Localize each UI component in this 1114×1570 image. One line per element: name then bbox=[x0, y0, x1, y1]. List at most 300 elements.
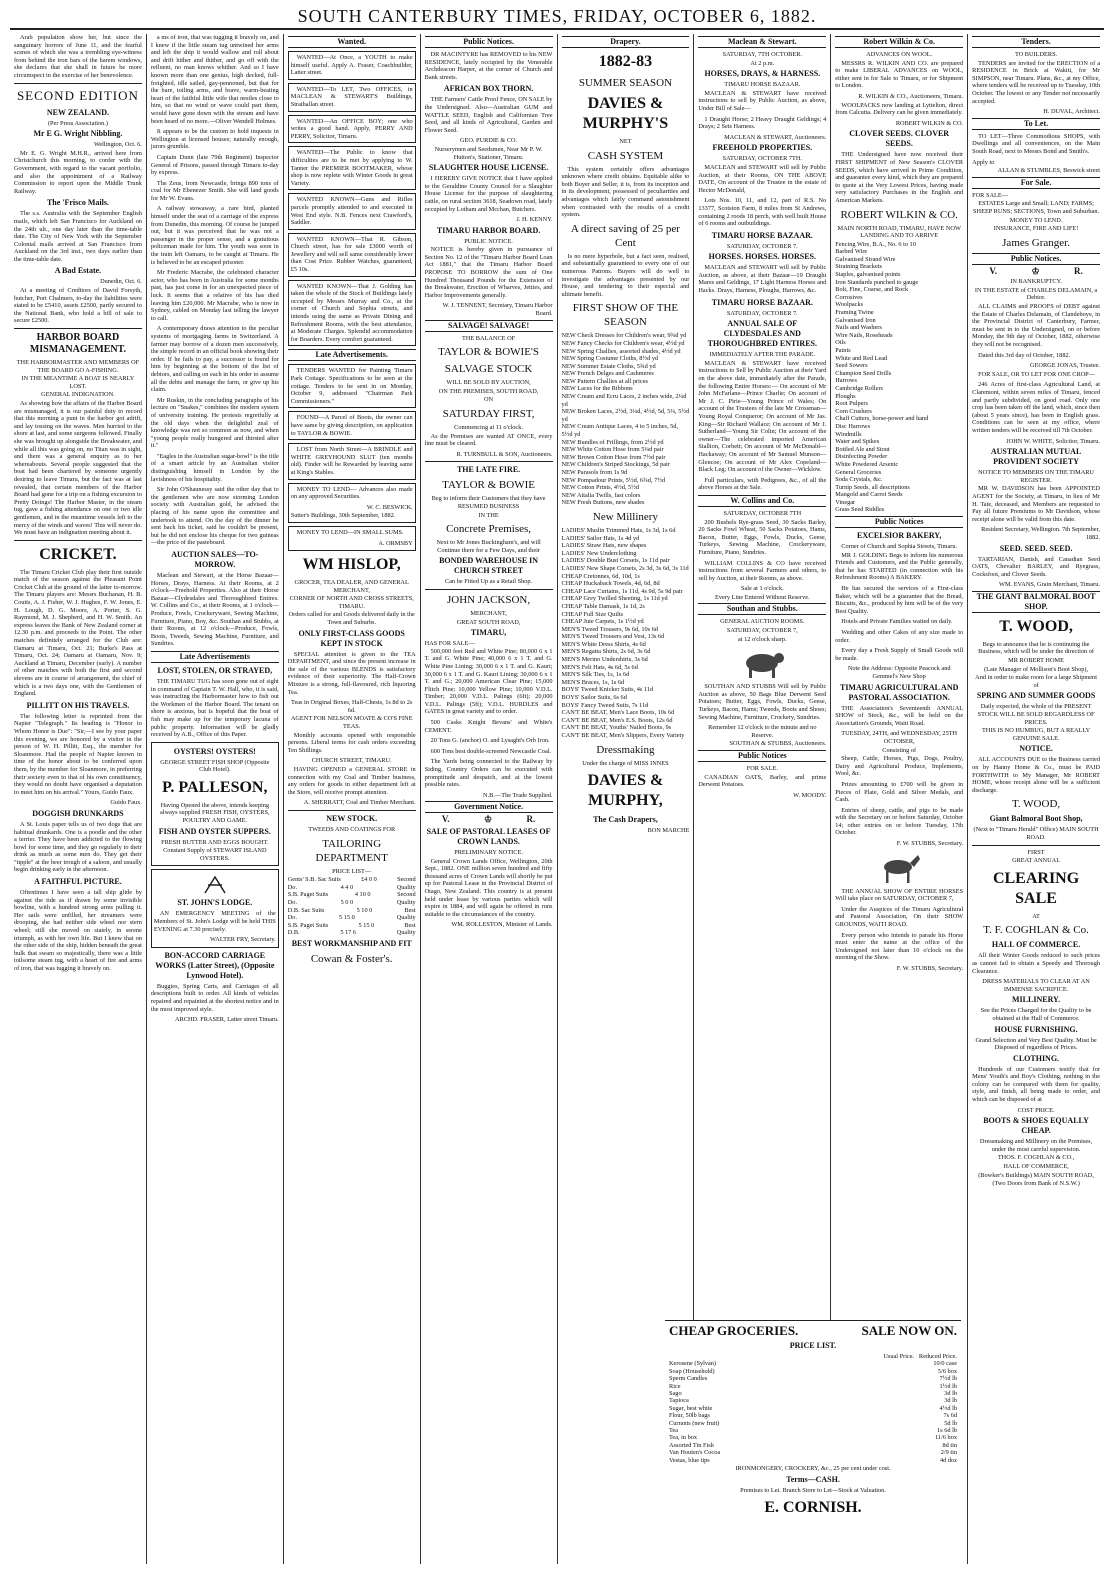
list-item: Grass Seed Riddles bbox=[835, 506, 885, 514]
news-item-body: At a meeting of Creditors of David Forsyth, butcher, Port Chalmers, to-day the liabilities were stated to be £5410, assets £2500, partly secured to the National Bank, who hold a bill of sale to secure £2500. bbox=[14, 287, 142, 325]
ad-line: SATURDAY, OCTOBER 7, bbox=[726, 627, 798, 635]
list-item: Turnip Seeds, all descriptions bbox=[835, 483, 910, 491]
ad-body: He has secured the services of a First-class Baker, which will be a guarantee that the Bread, Biscuits, &c., produced by him will be of the very Best Quality. bbox=[835, 585, 964, 615]
section-header: Robert Wilkin & Co. bbox=[835, 36, 963, 48]
signature: A. SHERRATT, Coal and Timber Merchant. bbox=[303, 799, 416, 807]
list-item: NEW Spring Challies, assorted shades, 4½d yd bbox=[561, 347, 681, 355]
table-cell: Sugar, best white bbox=[669, 1404, 713, 1412]
signature: F. W. STUBBS, Secretary. bbox=[896, 840, 964, 848]
ad-line: MAIN NORTH ROAD, TIMARU, HAVE NOW LANDING AND TO ARRIVE bbox=[837, 224, 961, 240]
ad-line: IMMEDIATELY AFTER THE PARADE. bbox=[709, 351, 816, 359]
table-row bbox=[669, 1375, 957, 1382]
table-cell: Sperm Candles bbox=[669, 1375, 708, 1383]
ad-line: WILL BE SOLD BY AUCTION, bbox=[446, 379, 531, 387]
press-assoc: (Per Press Association.) bbox=[47, 119, 108, 127]
ad-line: TO BUILDERS. bbox=[1014, 51, 1058, 58]
country-heading: NEW ZEALAND. bbox=[46, 107, 109, 117]
ad-name: TAILORING DEPARTMENT bbox=[315, 837, 388, 864]
ad-line: A direct saving of 25 per Cent bbox=[570, 222, 680, 249]
signature: A. ORMSBY bbox=[378, 539, 413, 547]
table-cell: Assorted Tin Fish bbox=[669, 1441, 714, 1449]
paragraph: Mr Ruskin, in the concluding paragraphs of his lecture on "Snakes," combines the modern system of university training. He protests regretfully at the old days when the delightful zeal of knowledge was not so common as now, and when "young people really hungered and thirsted after it." bbox=[150, 396, 279, 450]
list-item: MEN'S Tweed Trousers and Vest, 13s 6d bbox=[561, 633, 665, 641]
ad-heading: TIMARU AGRICULTURAL AND PASTORAL ASSOCIATION. bbox=[839, 682, 959, 702]
banner-title-right: SALE NOW ON. bbox=[861, 1323, 957, 1338]
table-cell: S.B. Paget Suits bbox=[287, 921, 329, 929]
table-cell: Quality bbox=[396, 898, 416, 906]
section-header: Public Notices bbox=[698, 750, 826, 762]
ad-line: The Cash Drapers, bbox=[593, 815, 658, 825]
ad-body: ALL ACCOUNTS DUE to the Business carried on by Hanny Home & Co., must be PAID FORTHWITH to My Manager, Mr ROBERT HOME, whose receipt alone will be a sufficient discharge. bbox=[972, 756, 1100, 794]
ad-body: Every person who intends to parade his Horse must enter the name at the office of the Undersigned not later than 10 o'clock on the morning of the Show. bbox=[835, 931, 964, 962]
found-ad: FOUND—A Parcel of Boots, the owner can have same by giving description, on application to TAYLOR & BOWIE. bbox=[288, 411, 416, 440]
list-item: Nails and Washers bbox=[835, 324, 882, 332]
column-8 bbox=[968, 34, 1104, 1564]
news-item-heading: Mr E G. Wright Nibbling. bbox=[33, 129, 123, 139]
table-cell: 4 4 0 bbox=[340, 883, 354, 891]
horse-illustration-icon bbox=[874, 851, 924, 885]
table-row bbox=[669, 1420, 957, 1427]
suit-price-list bbox=[288, 876, 416, 937]
ad-line: CASH SYSTEM bbox=[587, 149, 664, 162]
divider bbox=[425, 589, 553, 590]
section-header: THE GIANT BALMORAL BOOT SHOP. bbox=[972, 591, 1100, 613]
ad-heading: LOST, STOLEN, OR STRAYED, bbox=[157, 665, 273, 675]
list-item: Corrosives bbox=[835, 293, 863, 301]
ad-line: BONDED WAREHOUSE IN CHURCH STREET bbox=[439, 556, 539, 576]
article-heading: PILLITT ON HIS TRAVELS. bbox=[26, 700, 130, 710]
table-cell: 4½d lb bbox=[939, 1404, 957, 1412]
list-item: Iron Standards punched to gauge bbox=[835, 278, 919, 286]
ad-line: SATURDAY, 7TH OCTOBER. bbox=[722, 51, 802, 58]
table-cell: 10/0 case bbox=[933, 1360, 957, 1368]
table-cell: Best bbox=[404, 921, 416, 929]
list-item: NEW Laces for the Ribbons bbox=[561, 385, 633, 393]
list-item: Fencing Wire, B.A., No. 6 to 10 bbox=[835, 240, 916, 248]
list-item: Champion Seed Drills bbox=[835, 369, 892, 377]
list-item: NEW Cream Antique Laces, 4 to 5 inches, 5d, 5½d yd bbox=[561, 423, 679, 439]
ad-line: MERCHANT, bbox=[470, 609, 507, 617]
ad-line: FIRST bbox=[1027, 848, 1045, 856]
list-item: NEW Summer Estate Cloths, 5¾d yd bbox=[561, 362, 656, 370]
ad-line: Nurserymen and Seedsmen, Near Mr P. W. Hutton's, Stationer, Timaru. bbox=[434, 145, 543, 161]
ad-heading: BON-ACCORD CARRIAGE WORKS (Latter Street), (Opposite Lynwood Hotel). bbox=[155, 950, 275, 980]
table-cell: 5/6 box bbox=[937, 1367, 957, 1375]
list-item: NEW Children's Striped Stockings, 5d pair bbox=[561, 461, 670, 469]
divider bbox=[288, 810, 416, 811]
list-item: LADIES' Double Bust Corsets, 1s 11d pair bbox=[561, 557, 670, 565]
ad-body: MESSRS R. WILKIN AND CO. are prepared to make LIBERAL ADVANCES on WOOL, either sent in for Sale to Timaru, or for Shipment to London. bbox=[835, 59, 964, 90]
ad-name: CLEARING SALE bbox=[992, 869, 1080, 907]
ad-heading: HORSES, DRAYS, & HARNESS. bbox=[704, 69, 821, 79]
table-cell: Flour, 50lb bags bbox=[669, 1412, 710, 1420]
ad-line: N.B.—The Trade Supplied. bbox=[483, 791, 553, 799]
ad-line: NET bbox=[619, 138, 632, 145]
list-item: CHEAP Huckaback Towels, 4d, 6d, 8d bbox=[561, 580, 660, 588]
ad-body: THE Association's Seventeenth ANNUAL SHOW of Stock, &c., will be held on the Association's Grounds, Waiti Road. bbox=[835, 704, 964, 727]
ad-heading: EXCELSIOR BAKERY, bbox=[857, 531, 942, 541]
section-header: Public Notices bbox=[835, 516, 963, 528]
ad-line: Commencing at 11 o'clock. bbox=[454, 424, 523, 431]
section-header: Public Notices. bbox=[425, 36, 553, 48]
ad-line: Next to Mr Jones Buckingham's, and will Continue there for a Few Days, and their bbox=[436, 539, 541, 554]
ad-line: Every Line Entered Without Reserve. bbox=[715, 593, 810, 601]
ad-body: WILLIAM COLLINS & CO have received instructions from several Farmers and others, to sell by Auction, at their Rooms, as above. bbox=[698, 559, 827, 582]
price-list-heading: PRICE LIST. bbox=[789, 1341, 837, 1350]
ad-line: GROCER, TEA DEALER, AND GENERAL MERCHANT, bbox=[294, 579, 409, 594]
money-ad bbox=[288, 526, 416, 551]
table-cell: 4 10 0 bbox=[354, 891, 371, 899]
list-item: Water and Spikes bbox=[835, 438, 880, 446]
ad-line: See the Prices Charged for the Quality to be obtained at the Hall of Commerce. bbox=[980, 1007, 1092, 1022]
section-header: Maclean & Stewart. bbox=[698, 36, 826, 48]
column-3 bbox=[284, 34, 421, 1564]
list-item: MEN'S Braces, 1s, 1s 6d bbox=[561, 678, 625, 686]
ladies-items-list bbox=[562, 527, 690, 573]
ad-line: ON bbox=[484, 396, 494, 404]
ad-body: Monthly accounts opened with responsible persons. Liberal terms for cash orders exceeding Ten Shillings. bbox=[287, 731, 416, 754]
dateline: Dunedin, Oct. 6. bbox=[100, 278, 142, 286]
table-cell: Kerosene (Sylvan) bbox=[669, 1360, 717, 1368]
ad-line: BOOTS & SHOES EQUALLY CHEAP. bbox=[983, 1116, 1089, 1136]
divider bbox=[425, 461, 553, 462]
table-row bbox=[669, 1360, 957, 1367]
ad-line: GEORGE STREET FISH SHOP (Opposite Club Hotel). bbox=[160, 758, 270, 774]
table-cell: 5 15 0 bbox=[358, 921, 375, 929]
ad-body: SOUTHAN AND STUBBS Will sell by Public Auction as above, 50 Bags Blue Derwent Seed Potatoes; Butter, Eggs, Fowls, Ducks, Geese, Turkeys, Bacon, Hams; Tweeds, Boots and Shoes; Sewing Machine, Furniture, Crockery, Sundries. bbox=[698, 683, 827, 721]
signature: W. J. TENNENT, Secretary, Timaru Harbor Board. bbox=[442, 302, 553, 318]
ad-line: COST PRICE. bbox=[1017, 1106, 1055, 1114]
ad-body: Prizes amounting to £700 will be given in Pieces of Plate, Gold and Silver Medals, and Cash. bbox=[835, 780, 964, 804]
ad-line: SPRING AND SUMMER GOODS bbox=[976, 691, 1096, 701]
ad-name: Cowan & Foster's. bbox=[310, 952, 393, 965]
section-header: Southan and Stubbs. bbox=[698, 603, 826, 615]
list-item: NEW Spring Costume Cloths, 8½d yd bbox=[561, 355, 659, 363]
table-row bbox=[288, 884, 416, 892]
ad-line: Grand Selection and Very Best Quality. Must be Disposed of regardless of Prices. bbox=[975, 1036, 1097, 1052]
ad-name: TAYLOR & BOWIE'S bbox=[438, 346, 540, 359]
oyster-ad bbox=[151, 742, 279, 867]
table-row bbox=[288, 922, 416, 930]
table-cell: Vestas, blue tips bbox=[669, 1456, 710, 1464]
list-item: CHEAP Full Size Quilts bbox=[561, 610, 624, 618]
list-item: NEW Broken Laces, 2½d, 3¼d, 4½d, 5d, 5¼, 5½d yd bbox=[561, 408, 690, 423]
list-item: LADIES' Straw Hats, new shapes bbox=[561, 542, 647, 550]
ad-body: Lots Nos. 10, 11, and 12, part of R.S. No 13377, Scotston Farm, 8 miles from St Andrews, containing 2 roods 18 perch, with well built House of 6 rooms and outbuildings. bbox=[698, 197, 827, 228]
reduced-price-heading: Reduced Price. bbox=[918, 1353, 957, 1360]
ironmongery-line: IRONMONGERY, CROCKERY, &c., 25 per cent under cost. bbox=[735, 1465, 891, 1473]
wanted-ad: WANTED—At Once, a YOUTH to make himself useful. Apply A. Fraser, Coachbuilder, Latter street. bbox=[288, 51, 416, 80]
table-row bbox=[669, 1412, 957, 1419]
list-item: NEW Attalia Twills, fast colors bbox=[561, 491, 641, 499]
ad-body: Full particulars, with Pedigrees, &c., of all the above Horses at the Sale. bbox=[698, 476, 827, 492]
table-row bbox=[288, 891, 416, 899]
boys-items-list bbox=[562, 686, 690, 709]
news-item-heading: A Bad Estate. bbox=[54, 266, 102, 276]
ad-line: TIMARU, bbox=[470, 628, 507, 638]
ad-line: TUESDAY, 24TH, and WEDNESDAY, 25TH OCTOBER, bbox=[841, 730, 958, 745]
ad-body: ESTATES Large and Small; LAND; FARMS; SHEEP RUNS; SECTIONS, Town and Suburban. bbox=[973, 200, 1100, 215]
ad-line: THOS. F. COGHLAN & CO., bbox=[997, 1154, 1075, 1162]
ad-body: HAVING OPENED a GENERAL STORE in connection with my Coal and Timber business, any orders for goods in either department left at the Store, will receive prompt attention. bbox=[287, 765, 416, 796]
news-item-body: The s.s. Australia with the September English mails, which left San Francisco for Auckland on the 24th ult., one day later than the time-table date. The City of New York with the September Colonial mails arrived at San Francisco from Auckland on the 3rd inst., two days earlier than the time-table date. bbox=[14, 210, 142, 263]
ad-heading: TIMARU HORSE BAZAAR. bbox=[711, 297, 813, 307]
list-item: NEW Check Dresses for Children's wear, 9¾d yd bbox=[561, 332, 687, 340]
ad-line: Dressmaking bbox=[596, 743, 655, 756]
list-item: NEW Cream and Ecru Laces, 2 inches wide, 2¼d yd bbox=[561, 393, 687, 408]
ad-body: 500,000 feet Red and White Pine; 80,000 6 x 1 T. and G. White Pine; 40,000 6 x 1 T. and G. White Pine Lining; 30,000 6 x 1 T. and G. Kauri; 30,000 6 x 1 T. and G. Kauri Lining; 30,000 6 x 1 T. and G.; 20,000 American Clear Pine; 15,000 Flitch Pine; 10,000 Yellow Pine; 10,000 V.D.L. Timber; 20,000 V.D.L. Palings (6ft); 20,000 V.D.L. Palings (5ft); V.D.L. HURDLES and GATES in great variety and to order. bbox=[424, 647, 553, 716]
list-item: Barbed Wire bbox=[835, 248, 868, 256]
list-item: LADIES' Sailor Hats, 1s 4d yd bbox=[561, 534, 640, 542]
ad-body: MR J. GOLDING Begs to inform his numerous Friends and Customers, and the Public generally, that he has STARTED (in connection with his Refreshment Rooms) A BAKERY. bbox=[835, 551, 964, 582]
list-item: LADIES' New Shape Corsets, 2s 3d, 3s 6d, 3s 11d bbox=[561, 564, 689, 572]
ad-line: HOUSE FURNISHING. bbox=[994, 1024, 1078, 1034]
ad-name: T. F. COGHLAN & Co. bbox=[983, 924, 1089, 937]
table-cell: D.B. bbox=[287, 929, 300, 937]
ad-line: ON THE PREMISES, SOUTH ROAD, bbox=[438, 387, 539, 395]
ad-line: IN BANKRUPTCY. bbox=[1010, 278, 1062, 286]
list-item: Wire Nails, Roseheads bbox=[835, 331, 893, 339]
ad-line: Constant Supply of STEWART ISLAND OYSTERS. bbox=[163, 847, 267, 862]
ad-line: FOR SALE— bbox=[972, 191, 1008, 199]
list-item: Staples, galvanised points bbox=[835, 271, 901, 279]
ad-body: Buggies, Spring Carts, and Carriages of all descriptions built to order. All kinds of vehicles repaired and repainted at the shortest notice and in the most improved style. bbox=[150, 982, 279, 1013]
column-2 bbox=[147, 34, 284, 1564]
signature: GEORGE JONAS, Trustee. bbox=[1030, 362, 1100, 370]
ad-line: FISH AND OYSTER SUPPERS. bbox=[158, 826, 271, 836]
table-cell: Tea bbox=[669, 1427, 678, 1435]
signature: ARCHD. FRASER, Latter street Timaru. bbox=[175, 1016, 279, 1024]
ad-heading: AFRICAN BOX THORN. bbox=[443, 84, 534, 94]
ad-line: GREAT ANNUAL bbox=[1012, 857, 1061, 865]
article-continuation: a ms of iron, that was tugging it bravely on, and I knew if the little steam tug untwined her arms and left the ship it would wallow and roll about and drift hither and thither, and go off with the refluent, no man knows whither. And so I have known more than one genius, high decked, full-freighted, idle sailed, gay-pennoned, but that for the bare, toiling arms, and brave, warm-beating heart of the faithful little wife that nestles close to him, so that no wind or wave could part them, would have gone down with the stream and have been heard of no more.—Oliver Wendell Holmes. bbox=[150, 34, 279, 125]
table-cell: Gents' S.B. Sac Suits bbox=[287, 876, 341, 884]
news-item-heading: The 'Frisco Mails. bbox=[46, 198, 109, 208]
ad-body: 600 Tons best double-screened Newcastle Coal. bbox=[430, 747, 552, 755]
ad-line: HALL OF COMMERCE, bbox=[1003, 1163, 1069, 1171]
signature: WALTER FRY, Secretary. bbox=[210, 936, 276, 944]
ad-body: 500 Casks Knight Bevans' and White's CEMENT. bbox=[424, 719, 553, 734]
ad-body: MACLEAN & STEWART have received instructions to sell by Public Auction, as above, Under Bill of Sale— bbox=[698, 89, 827, 112]
table-cell: Second bbox=[397, 876, 416, 884]
ad-body: THE Farmers' Cattle Proof Fence, ON SALE by the Undersigned. Also—Australian GUM and WATTLE SEED, English and Californian Tree Seed, and all kinds of Agricultural, Garden and Flower Seed. bbox=[424, 96, 553, 134]
list-item: Corn Crushers bbox=[835, 407, 872, 415]
wanted-ad: WANTED KNOWN—That J. Golding has taken the whole of the Stock of Buildings lately occupied by Messrs Murray and Co., at the corner of Church and Sophia streets, and intends using the same as Private Dining and Refreshment Rooms, with the best attendance, at Moderate Charges. Splendid accommodation for Boarders. Every comfort guaranteed. bbox=[288, 280, 416, 347]
list-item: Galvanised Iron bbox=[835, 316, 876, 324]
table-cell: 4d doz bbox=[940, 1456, 957, 1464]
premises-line: Premises to Let. Branch Store to Let—Stock at Valuation. bbox=[740, 1486, 886, 1494]
signature: H. DUVAL, Architect. bbox=[1043, 108, 1100, 116]
ad-line: Daily expected, the whole of the PRESENT STOCK WILL BE SOLD REGARDLESS OF PRICES. bbox=[977, 703, 1095, 726]
list-item: BOYS' Sailor Suits, 6s 6d bbox=[561, 694, 627, 702]
tender-ad: TENDERS WANTED for Painting Timaru Park Cottage. Specifications to be seen at the cottage. Tenders to be sent in on Monday, October 9, addressed "Chairman Park Commissioners." bbox=[288, 364, 416, 408]
ad-line: MILLINERY. bbox=[1012, 995, 1061, 1005]
ad-body: General Crown Lands Office, Wellington, 20th Sept., 1882. ONE million seven hundred and fifty thousand acres of Crown Lands will shortly be put up for Pastoral Lease in the Provincial District of Otago, New Zealand. This country is at present held under lease by various parties which will expire in 1884, and will again be offered in runs suitable to the circumstances of the country. bbox=[424, 857, 553, 918]
ad-body: TENDERS are invited for the ERECTION of a RESIDENCE in Brick at Wakiti, for Mr SIMPSON, near Timaru. Plans, &c., at my Office, where tenders will be received up to Tuesday, 10th October. The lowest or any Tender not necessarily accepted. bbox=[972, 59, 1100, 105]
ad-body: AN EMERGENCY MEETING of the Members of St. John's Lodge will be held THIS EVENING at 7.30 precisely. bbox=[153, 910, 276, 933]
table-row bbox=[669, 1397, 957, 1404]
ad-line: Having Opened the above, intends keeping always supplied FRESH FISH, OYSTERS, POULTRY AND GAME. bbox=[160, 801, 270, 825]
ad-line: FIRST SHOW OF THE SEASON bbox=[572, 302, 679, 329]
article-subheading: IN THE MEANTIME A BOAT IS NEARLY LOST. bbox=[21, 375, 135, 390]
notice-body: DR MACINTYRE has REMOVED to his NEW RESIDENCE, lately occupied by the Venerable Archdeacon Harper, at the corner of Church and Bank streets. bbox=[424, 51, 553, 81]
masthead: SOUTH CANTERBURY TIMES, FRIDAY, OCTOBER 6, 1882. bbox=[10, 6, 1104, 30]
usual-price-heading: Usual Price. bbox=[883, 1353, 915, 1360]
table-row bbox=[669, 1390, 957, 1397]
ad-name: WM HISLOP, bbox=[302, 556, 401, 574]
ad-line: CORNER OF NORTH AND CROSS STREETS, TIMARU. bbox=[289, 595, 414, 610]
ad-body: WOOLPACKS now landing at Lyttelton, direct from Calcutta. Delivery can be given immediately. bbox=[835, 101, 964, 117]
ad-line: FOR SALE. bbox=[746, 765, 778, 772]
ad-body: MONEY TO LEND—IN SMALL SUMS. bbox=[296, 528, 404, 536]
table-cell: Second bbox=[397, 891, 416, 899]
article-heading: HARBOR BOARD MISMANAGEMENT. bbox=[29, 332, 127, 356]
list-item: Seed Sowers bbox=[835, 362, 868, 370]
paragraph: Mr Frederic Macrabe, the celebrated character actor, who has been in Australia for some months past, has just come in for an unexpected piece of luck. It seems that a relative of his has died leaving him £20,000. Mr Macrabe, who is now in Sydney, cabled on Monday last telling the lawyer to call. bbox=[150, 269, 279, 322]
table-cell: 3d lb bbox=[944, 1390, 957, 1398]
list-item: Cambridge Rollers bbox=[835, 384, 883, 392]
paragraph: It appears to be the custom to hold inquests in Wellington at licensed houses; naturally enough, jurors grumble. bbox=[150, 128, 279, 151]
banner-title bbox=[669, 1323, 957, 1339]
money-ad bbox=[288, 483, 416, 523]
ad-heading: ST. JOHN'S LODGE. bbox=[177, 898, 253, 908]
list-item: CAN'T BE BEAT, Men's E.S. Boots, 12s 6d bbox=[561, 716, 673, 724]
ad-line: Concrete Premises, bbox=[446, 523, 532, 536]
list-item: Straining Brackets bbox=[835, 263, 882, 271]
article-heading: CRICKET. bbox=[39, 545, 117, 563]
ad-body: MR W. DAVIDSON has been APPOINTED AGENT for the Society, at Timaru, in lieu of Mr H. Tate, deceased, and Members are requested to Pay all future Premiums to Mr Davidson, whose receipt alone will be valid from this date. bbox=[972, 485, 1100, 523]
ad-line: ADVANCES ON WOOL. bbox=[866, 51, 933, 58]
list-item: NEW Pattern Challies at all prices bbox=[561, 377, 648, 385]
list-item: CHEAP Table Damask, 1s 1d, 2s bbox=[561, 602, 645, 610]
ad-line: (Late Manager of Mollison's Boot Shop), bbox=[984, 665, 1089, 673]
ad-line: HORSES. HORSES. HORSES. bbox=[708, 252, 816, 262]
ad-line: PRICE LIST— bbox=[332, 867, 372, 875]
ad-line: IN THE bbox=[478, 511, 499, 519]
ad-line: New Millinery bbox=[592, 510, 658, 523]
ad-body: Hotels and Private Families waited on daily. bbox=[841, 618, 953, 626]
paragraph: The Zeus, from Newcastle, brings 890 tons of coal for Mr Ebenezer Smith. She will land goods for Mr W. Evans. bbox=[150, 179, 279, 202]
ad-line: BON MARCHE bbox=[647, 827, 690, 835]
paragraph: A contemporary draws attention to the peculiar systems of mortgaging farms in Switzerland. A farmer may borrow of a dozen men successively, the simple record in an official book showing their order. If he fails to pay, a successor is found for him by beginning at the bottom of the list of debtors, and calling on each in his order to assume all the debts and manage the farm, or give up his claim. bbox=[150, 325, 279, 394]
list-item: Mangold and Carrot Seeds bbox=[835, 491, 903, 499]
ad-name: P. PALLESON, bbox=[162, 778, 268, 796]
table-cell: 5d lb bbox=[944, 1419, 957, 1427]
paragraph: "Eagles in the Australian sugar-bowl" is the title of a smart article by an Australian visitor distinguishing himself in London by the lavishness of his hospitality. bbox=[150, 452, 279, 483]
ad-body: Wedding and other Cakes of any size made to order. bbox=[835, 629, 964, 644]
ad-body: MACLEAN & STEWART have received instructions to Sell by Public Auction at their Yard on the above date, immediately after the Parade, the following Entire Horses:— On account of Mr John McFarlane—Prince Charlie; On account of Mr J. C. Pirie—Young Prince of Wales; On account of the Trustees of the late Mr Crossman—Young Royal Conqueror; On account of Mr Jas. King—Sir Richard Wallace; On account of Mr J. Sutherland—Young Sir Colin; On account of the owner—The celebrated imported American Stallion, Corbett; On account of Mr McDonald—Hackaway; On account of Mr Samuel Munson—Glencoe; On account of Mr Alex Copeland—Black Leg; On account of the Owner—Wicklow. bbox=[698, 359, 827, 474]
table-cell: Tea, in box bbox=[669, 1434, 698, 1442]
list-item: CAN'T BE BEAT, Men's Slippers, Every Variety bbox=[561, 732, 685, 739]
list-item: NEW Fancy Checks for Children's wear, 4½d yd bbox=[561, 339, 685, 347]
cant-beat-list bbox=[562, 709, 690, 739]
article-body: A St. Louis paper tells us of two dogs that are habitual drunkards. One is a poodle and the other a terrier. They have been addicted to the flowing bowl for some time, and they go regularly to their drink as much as some men do. They get their "tipple" at the beer trough of a saloon, and usually begin drinking early in the afternoon. bbox=[14, 820, 142, 874]
ad-body: 20 Tons G. (anchor) O. and Lysaght's Orb Iron. bbox=[430, 737, 550, 745]
list-item: Disinfecting Powder bbox=[835, 453, 888, 461]
ad-line: Sutter's Buildings, 30th September, 1882. bbox=[290, 512, 396, 520]
ad-body: TARTARIAN, Danish, and Canadian Seed OATS, Chevalier BARLEY, and Ryegrass, Cocksfoot, and Clover Seeds. bbox=[972, 555, 1100, 578]
ad-line: BEST WORKMANSHIP AND FIT bbox=[291, 938, 412, 948]
list-item: Disc Harrows bbox=[835, 422, 871, 430]
list-item: LADIES' Muslin Trimmed Hats, 1s 3d, 1s 6d bbox=[561, 526, 676, 534]
ad-body: FOR SALE, OR TO LET FOR ONE CROP— bbox=[978, 370, 1095, 378]
table-cell: Do. bbox=[287, 898, 298, 906]
ad-line: Beg to inform their Customers that they have RESUMED BUSINESS bbox=[431, 495, 546, 510]
ad-line: Giant Balmoral Boot Shop, bbox=[989, 814, 1083, 824]
ad-line: Corner of Church and Sophia Streets, Timaru. bbox=[841, 543, 958, 551]
table-row bbox=[288, 899, 416, 907]
divider bbox=[14, 540, 142, 541]
ad-heading: AUSTRALIAN MUTUAL PROVIDENT SOCIETY bbox=[990, 447, 1082, 467]
lost-ad: LOST from North Street—A BRINDLE and WHITE GREYHOUND SLUT (ten months old). Finder will be Rewarded by leaving same at King's Stables. bbox=[288, 443, 416, 479]
list-item: CAN'T BE BEAT, Youths' Nailed Boots, 9s bbox=[561, 724, 672, 732]
ad-body: MACLEAN and STEWART will sell by Public Auction, as above, at their Bazaar—19 Draught Mares and Geldings, 17 Light Harness Horses and Hacks. Drays, Harness, Ploughs, Harrows, &c. bbox=[698, 264, 827, 295]
signature: ROBERT WILKIN & CO. bbox=[895, 119, 964, 127]
grocery-list bbox=[669, 1360, 957, 1464]
royal-cipher: V. ♔ R. bbox=[441, 814, 536, 825]
list-item: Chaff Cutters, horse-power and hand bbox=[835, 415, 929, 423]
ad-line: Begs to announce that he is continuing the Business, which will be under the direction of bbox=[978, 640, 1094, 656]
ad-line: ONLY FIRST-CLASS GOODS KEPT IN STOCK bbox=[298, 628, 405, 648]
ad-body: ALL CLAIMS and PROOFS of DEBT against the Estate of Charles Delamain, of Clandeboye, in the Provincial District of Canterbury, Farmer, must be sent in to the Undersigned, on or before Monday, the 9th day of October, 1882, otherwise they will not be recognised. bbox=[972, 303, 1100, 349]
table-cell: 5 17 6 bbox=[340, 929, 357, 937]
article-continuation: Arab population show her, but since the sanguinary horrors of June 11, and the fearful scenes of which she was a trembling eye-witness from behind the iron bars of the harem windows, she declares that she shall in future be more circumspect in the exercise of her benevolence. bbox=[14, 34, 142, 79]
list-item: NEW Parasols from 1s 9d bbox=[561, 469, 628, 476]
ad-name: ROBERT WILKIN & CO. bbox=[840, 208, 958, 221]
table-cell: Quality bbox=[396, 929, 416, 937]
ad-line: GENERAL AUCTION ROOMS. bbox=[720, 618, 805, 626]
ad-body: 246 Acres of first-class Agricultural Land, at Claremont, within seven miles of Timaru, fenced and partly subdivided, on good road. Only one crop has been taken off the land, which, since then (about 5 years since), has been in English grass. Conditions can be seen at my office, where written tenders will be received till 7th October. bbox=[972, 381, 1100, 434]
banner-title-left: CHEAP GROCERIES. bbox=[669, 1323, 799, 1338]
list-item: MEN'S Merino Undershirts, 3s 6d bbox=[561, 656, 648, 664]
list-item: NEW Fresh Buttons, new shades bbox=[561, 499, 645, 507]
ad-line: SATURDAY FIRST, bbox=[442, 408, 535, 420]
new-items-list bbox=[562, 332, 690, 507]
ad-line: SATURDAY, OCTOBER 7. bbox=[726, 242, 798, 250]
list-item: Ploughs bbox=[835, 392, 856, 400]
table-row bbox=[288, 929, 416, 937]
list-item: Windmills bbox=[835, 430, 862, 438]
section-header: Public Notices. bbox=[972, 253, 1100, 265]
list-item: Paints bbox=[835, 347, 851, 354]
list-item: NEW Cotton Prints, 4½d, 5½d bbox=[561, 484, 640, 492]
ad-line: MR ROBERT HOME bbox=[1008, 657, 1064, 665]
list-item: Soda Crystals, &c. bbox=[835, 476, 883, 484]
ad-body: Sheep, Cattle, Horses, Pigs, Dogs, Poultry, Dairy and Agricultural Produce, Implements, Wool, &c. bbox=[835, 755, 964, 778]
table-cell: Van Houten's Cocoa bbox=[669, 1449, 721, 1457]
ad-heading: SALE OF PASTORAL LEASES OF CROWN LANDS. bbox=[426, 827, 551, 846]
table-row bbox=[288, 914, 416, 922]
section-header: Wanted. bbox=[288, 36, 416, 48]
wanted-ad: WANTED—The Public to know that difficulties are to be met by applying to W. Tanner the PREMIER BOOTMAKER, whose shop is now replete with Winter Goods in great Variety. bbox=[288, 146, 416, 190]
ad-name: James Granger. bbox=[1002, 236, 1070, 249]
auction-heading: AUCTION SALES—TO-MORROW. bbox=[171, 550, 259, 569]
ad-body: Hundreds of our Customers testify that for Mens' Youth's and Boy's Clothing, nothing in the colony can be compared with them for quality, style, and finish, all being made to order, and which can be disposed of at bbox=[972, 1065, 1100, 1104]
ad-line: TWEEDS AND COATINGS FOR bbox=[308, 825, 396, 833]
list-item: Oils bbox=[835, 339, 846, 347]
list-item: BOYS' Tweed Knicker Suits, 4s 11d bbox=[561, 686, 654, 694]
auction-body: Maclean and Stewart, at the Horse Bazaar—Horses, Drays, Harness. At their Rooms, at 2 o'clock—Freehold Properties. Also at their Horse Bazaar—Clydesdales and Thoroughbred Entires. W. Collins and Co., at their Rooms, at 1 o'clock—Produce, Fowls, Crockeryware, Sewing Machine, Furniture, Piano, Boy, &c. Southan and Stubbs, at their Rooms, at 12 o'clock—Produce, Fowls, Boots, Tweeds, Sewing Machine, Furniture, and Sundries. bbox=[150, 572, 279, 648]
ad-line: THE BALANCE OF bbox=[461, 334, 516, 342]
ad-line: Dressmaking and Millinery on the Premises, under the most careful supervision. bbox=[979, 1138, 1093, 1153]
table-cell: 2/9 tin bbox=[940, 1449, 957, 1457]
table-row bbox=[669, 1434, 957, 1441]
ad-line: Teas in Original Boxes, Half-Chests, 1s 8d to 2s 6d. bbox=[291, 699, 413, 714]
ad-line: SATURDAY, OCTOBER 7TH. bbox=[722, 155, 802, 163]
table-cell: Sago bbox=[669, 1390, 682, 1398]
bull-illustration-icon bbox=[737, 646, 787, 680]
edition-heading: SECOND EDITION bbox=[16, 87, 139, 103]
